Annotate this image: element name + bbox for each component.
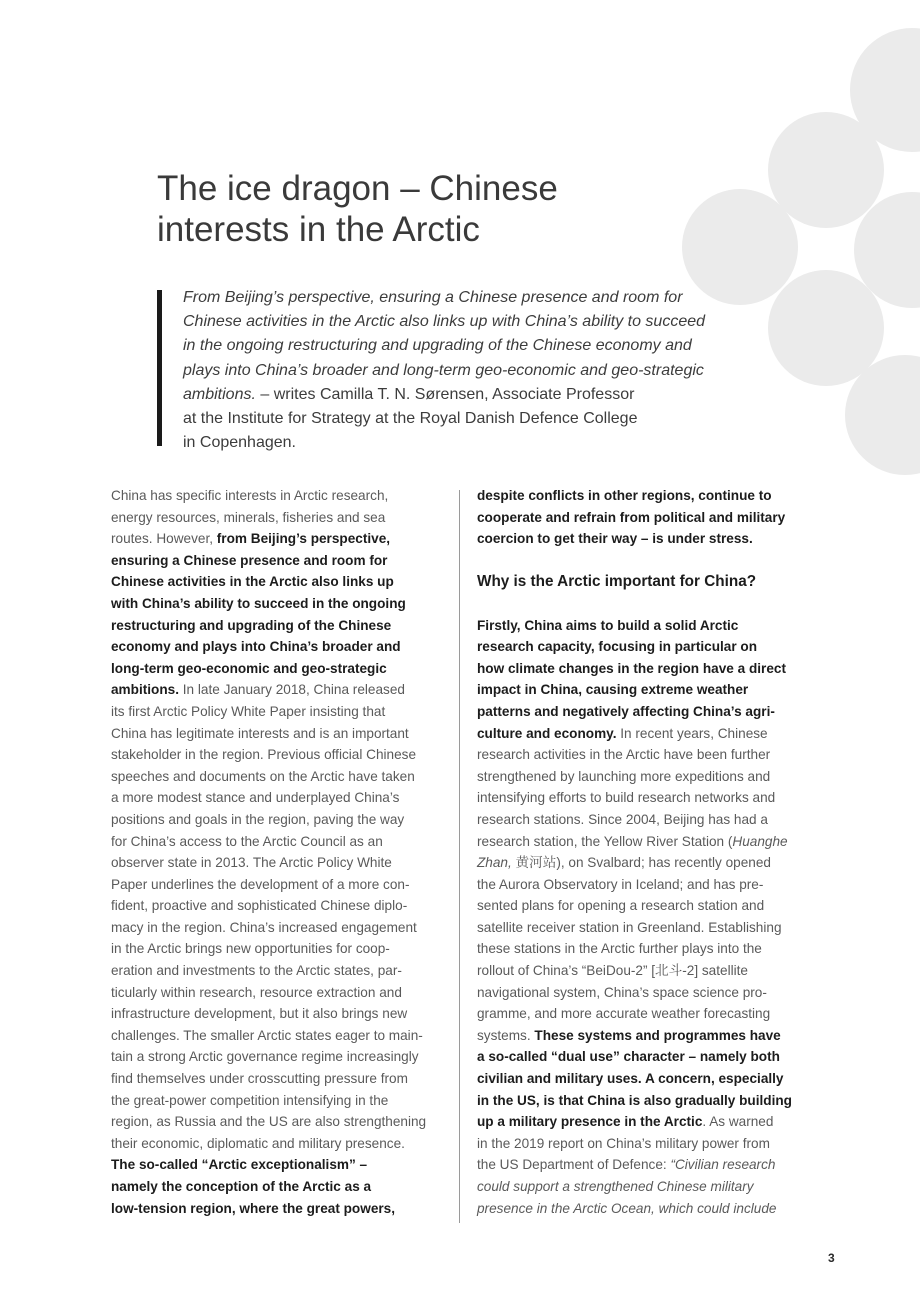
bold-line: The so-called “Arctic exceptionalism” – — [111, 1157, 368, 1173]
text-line: research activities in the Arctic have been further — [477, 747, 771, 763]
text-line: infrastructure development, but it also brings new — [111, 1006, 408, 1022]
bold-line: a so-called “dual use” character – namely both — [477, 1049, 780, 1065]
quote-fragment: ambitions. — [183, 385, 256, 403]
text-line: in the Arctic brings new opportunities for coop- — [111, 941, 390, 957]
text-line — [477, 831, 817, 853]
quote-attribution: at the Institute for Strategy at the Royal Danish Defence College — [183, 410, 638, 428]
column-divider — [459, 490, 460, 1223]
quote-text — [183, 286, 753, 455]
italic-fragment: “Civilian research — [670, 1157, 776, 1173]
quote-line: in the ongoing restructuring and upgrading of the Chinese economy and — [183, 337, 692, 355]
text-line: Paper underlines the development of a more con- — [111, 876, 410, 892]
text-fragment: systems. — [477, 1027, 535, 1043]
deco-circle — [768, 112, 884, 228]
quote-line: Chinese activities in the Arctic also links up with China’s ability to succeed — [183, 313, 706, 331]
text-line: a more modest stance and underplayed China’s — [111, 790, 400, 806]
text-fragment: ), on Svalbard; has recently opened — [556, 855, 771, 871]
bold-line: research capacity, focusing in particular on — [477, 639, 758, 655]
bold-line: cooperate and refrain from political and military — [477, 509, 786, 525]
bold-line: coercion to get their way – is under stress. — [477, 531, 753, 547]
text-line — [477, 1154, 817, 1176]
text-line: fident, proactive and sophisticated Chinese diplo- — [111, 898, 408, 914]
quote-line: plays into China’s broader and long-term geo-economic and geo-strategic — [183, 361, 704, 379]
text-fragment: the US Department of Defence: — [477, 1157, 671, 1173]
text-line: research stations. Since 2004, Beijing has had a — [477, 811, 768, 827]
text-line: the Aurora Observatory in Iceland; and has pre- — [477, 876, 764, 892]
text-line — [111, 528, 451, 550]
bold-fragment: ambitions. — [111, 682, 179, 698]
text-line: region, as Russia and the US are also strengthening — [111, 1114, 427, 1130]
bold-fragment: from Beijing’s perspective, — [216, 531, 391, 547]
bold-line: restructuring and upgrading of the Chinese — [111, 617, 392, 633]
bold-fragment: culture and economy. — [477, 725, 617, 741]
italic-line: could support a strengthened Chinese military — [477, 1179, 754, 1194]
pull-quote — [157, 286, 747, 452]
text-line: speeches and documents on the Arctic have taken — [111, 768, 415, 784]
text-line — [111, 679, 451, 701]
bold-fragment: up a military presence in the Arctic — [477, 1114, 703, 1130]
bold-line: Chinese activities in the Arctic also links up — [111, 574, 394, 590]
section-heading: Why is the Arctic important for China? — [477, 573, 757, 591]
bold-line: in the US, is that China is also gradually building — [477, 1092, 792, 1108]
text-line: challenges. The smaller Arctic states eager to main- — [111, 1027, 423, 1043]
quote-attribution: – writes Camilla T. N. Sørensen, Associate Professor — [255, 385, 635, 403]
italic-line: presence in the Arctic Ocean, which could include — [477, 1200, 777, 1216]
text-line: rollout of China’s “BeiDou-2” [北斗-2] satellite — [477, 963, 748, 979]
text-line: for China’s access to the Arctic Council as an — [111, 833, 383, 849]
text-line — [477, 1025, 817, 1047]
text-line: eration and investments to the Arctic states, par- — [111, 963, 402, 979]
left-column — [111, 485, 451, 1219]
text-line: gramme, and more accurate weather forecasting — [477, 1006, 771, 1022]
bold-line: patterns and negatively affecting China’s agri- — [477, 703, 775, 719]
title-line: The ice dragon – Chinese — [157, 169, 558, 208]
text-line: strengthened by launching more expeditions and — [477, 768, 771, 784]
text-fragment: . As warned — [702, 1114, 774, 1130]
bold-line: civilian and military uses. A concern, especially — [477, 1071, 784, 1087]
bold-line: namely the conception of the Arctic as a — [111, 1179, 372, 1194]
deco-circle — [768, 270, 884, 386]
title-line: interests in the Arctic — [157, 210, 480, 249]
text-line: China has legitimate interests and is an important — [111, 725, 409, 741]
italic-fragment: Huanghe — [732, 833, 788, 849]
page-number: 3 — [828, 1251, 835, 1265]
text-line: positions and goals in the region, paving the way — [111, 811, 405, 827]
text-fragment: routes. However, — [111, 531, 217, 547]
quote-bar — [157, 290, 162, 446]
text-line: tain a strong Arctic governance regime increasingly — [111, 1049, 419, 1065]
text-line: their economic, diplomatic and military presence. — [111, 1135, 405, 1151]
text-line: the great-power competition intensifying in the — [111, 1092, 389, 1108]
text-line — [477, 852, 817, 874]
bold-line: with China’s ability to succeed in the ongoing — [111, 595, 406, 611]
text-line: satellite receiver station in Greenland. Establishing — [477, 919, 782, 935]
bold-line: Firstly, China aims to build a solid Arctic — [477, 617, 739, 633]
page-title — [157, 168, 717, 250]
spacer — [477, 550, 817, 572]
bold-fragment: These systems and programmes have — [534, 1027, 781, 1043]
bold-line: low-tension region, where the great powers, — [111, 1200, 396, 1216]
text-line: ticularly within research, resource extraction and — [111, 984, 402, 1000]
text-line: find themselves under crosscutting pressure from — [111, 1071, 408, 1087]
quote-line — [183, 383, 753, 407]
text-line: intensifying efforts to build research networks and — [477, 790, 776, 806]
text-line: China has specific interests in Arctic research, — [111, 488, 389, 503]
bold-line: how climate changes in the region have a direct — [477, 660, 786, 676]
bold-line: impact in China, causing extreme weather — [477, 682, 749, 698]
text-fragment: In late January 2018, China released — [178, 682, 405, 698]
text-line: macy in the region. China’s increased engagement — [111, 919, 417, 935]
text-line: energy resources, minerals, fisheries and sea — [111, 509, 386, 525]
text-line: navigational system, China’s space science pro- — [477, 984, 767, 1000]
text-line — [477, 723, 817, 745]
bold-line: long-term geo-economic and geo-strategic — [111, 660, 387, 676]
text-line: its first Arctic Policy White Paper insisting that — [111, 703, 386, 719]
text-fragment: research station, the Yellow River Station ( — [477, 833, 733, 849]
text-fragment: In recent years, Chinese — [616, 725, 768, 741]
text-line: these stations in the Arctic further plays into the — [477, 941, 762, 957]
quote-line: From Beijing’s perspective, ensuring a Chinese presence and room for — [183, 289, 683, 306]
bold-line: ensuring a Chinese presence and room for — [111, 552, 388, 568]
text-fragment: 黄河站 — [511, 855, 557, 871]
text-line: sented plans for opening a research station and — [477, 898, 765, 914]
bold-line: economy and plays into China’s broader and — [111, 639, 401, 655]
text-line: in the 2019 report on China’s military power from — [477, 1135, 770, 1151]
quote-attribution: in Copenhagen. — [183, 434, 296, 452]
bold-line: despite conflicts in other regions, continue to — [477, 488, 772, 503]
text-line: observer state in 2013. The Arctic Policy White — [111, 855, 392, 871]
italic-fragment: Zhan, — [477, 855, 512, 871]
text-line: stakeholder in the region. Previous official Chinese — [111, 747, 417, 763]
right-column — [477, 485, 817, 1219]
text-line — [477, 1111, 817, 1133]
